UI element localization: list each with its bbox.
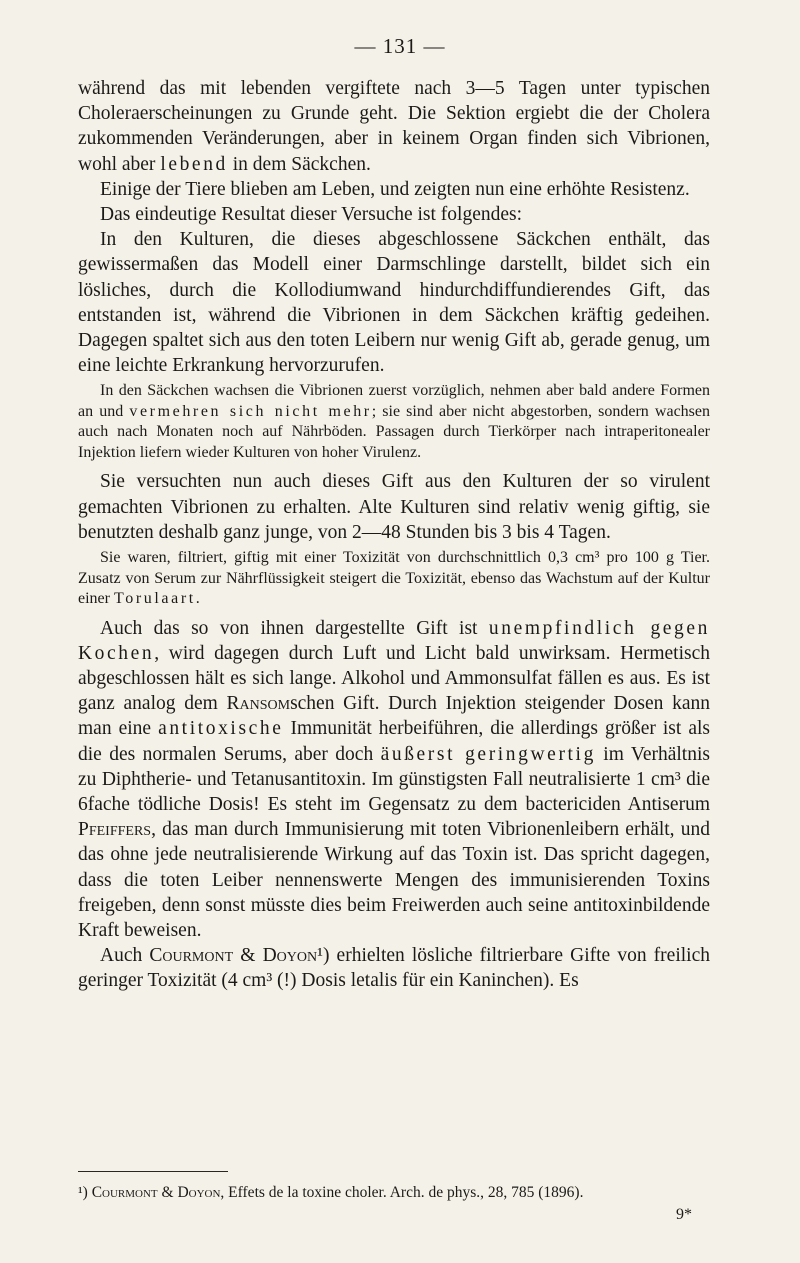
paragraph — [78, 202, 710, 227]
paragraph — [78, 177, 710, 202]
text-segment: Einige der Tiere blieben am Leben, und zeigten nun eine erhöhte Resistenz. — [100, 178, 690, 200]
text-segment: im Verhältnis zu Diphtherie- und Tetanusantitoxin. Im günstigsten Fall neutralisierte 1 cm³ die 6fache tödliche Dosis! Es steht im Gegensatz zu dem bactericiden Antiserum — [78, 743, 710, 815]
paragraph — [78, 943, 710, 993]
body-text — [78, 76, 710, 994]
footnote-marker: ¹) — [78, 1184, 88, 1201]
text-segment: Courmont — [149, 945, 234, 967]
text-segment: Doyon — [262, 945, 318, 967]
text-segment: , das man durch Immunisierung mit toten Vibrionenleibern erhält, und das ohne jede neutralisierende Wirkung auf das Toxin ist. Das spricht dagegen, dass die toten Leiber nennenswerte Mengen des immunisierenden Toxins freigeben, denn sonst müsste dies beim Freiwerden auch seine antitoxinbildende Kraft beweisen. — [78, 819, 710, 941]
text-segment: Auch — [100, 945, 150, 967]
signature-mark: 9* — [676, 1206, 692, 1223]
text-segment: Sie versuchten nun auch dieses Gift aus den Kulturen der so virulent gemachten Vibrionen zu erhalten. Alte Kulturen sind relativ wenig giftig, sie benutzten deshalb ganz junge, von 2—48 Stunden bis 3 bis 4 Tagen. — [78, 471, 710, 543]
text-segment: ¹) erhielten lösliche filtrierbare Gifte von freilich geringer Toxizität (4 cm³ (!) Dosis letalis für ein Kaninchen). Es — [78, 945, 710, 992]
small-print-paragraph — [78, 548, 710, 610]
paragraph — [78, 76, 710, 177]
text-segment: Sie waren, filtriert, giftig mit einer Toxizität von durchschnittlich 0,3 cm³ pro 100 g Tier. Zusatz von Serum zur Nährflüssigkeit steigert die Toxizität, ebenso das Wachstum auf der Kultur einer — [78, 549, 710, 608]
text-segment: in dem Säckchen. — [227, 153, 371, 175]
paragraph — [78, 616, 710, 944]
footnote-authors: Courmont & Doyon — [91, 1184, 221, 1201]
text-segment: während das mit lebenden vergiftete nach 3—5 Tagen unter typischen Choleraerscheinungen zu Grunde geht. Die Sektion ergiebt die der Cholera zukommenden Veränderungen, aber in keinem Organ finden sich Vibrionen, wohl aber — [78, 78, 710, 175]
text-segment: Immunität herbeiführen, die allerdings größer ist als die des normalen Serums, aber doch — [78, 718, 710, 765]
text-segment: In den Säckchen wachsen die Vibrionen zuerst vorzüglich, nehmen aber bald andere Formen an und — [78, 382, 710, 420]
paragraph — [78, 469, 710, 545]
text-segment: Pfeiffers — [78, 819, 152, 841]
text-segment: . — [195, 590, 200, 608]
page-number: — 131 — — [354, 34, 446, 58]
text-segment: antitoxische — [158, 718, 284, 740]
text-segment: vermehren sich nicht mehr — [129, 402, 372, 420]
text-segment: lebend — [160, 153, 228, 175]
small-print-paragraph — [78, 381, 710, 463]
footnote — [78, 1183, 710, 1203]
footnote-rule — [78, 1171, 228, 1172]
text-segment: Das eindeutige Resultat dieser Versuche ist folgendes: — [100, 204, 523, 226]
text-segment: In den Kulturen, die dieses abgeschlossene Säckchen enthält, das gewissermaßen das Modell einer Darmschlinge darstellt, bildet sich ein lösliches, durch die Kollodiumwand hindurchdiffundierendes Gift, das entstanden ist, während die Vibrionen in dem Säckchen kräftig gedeihen. Dagegen spaltet sich aus den toten Leibern nur wenig Gift ab, gerade genug, um eine leichte Erkrankung hervorzurufen. — [78, 229, 710, 377]
paragraph — [78, 227, 710, 378]
text-segment: , wird dagegen durch Luft und Licht bald unwirksam. Hermetisch abgeschlossen hält es sich lange. Alkohol und Ammonsulfat fällen es aus. Es ist ganz analog dem — [78, 642, 710, 715]
text-segment: & — [233, 945, 263, 967]
text-segment: Ransom — [226, 693, 291, 715]
text-segment: schen Gift. Durch Injektion steigender Dosen kann man eine — [78, 693, 710, 740]
text-segment: äußerst geringwertig — [380, 743, 596, 765]
text-segment: Torulaart — [113, 590, 196, 608]
text-segment: unempfindlich gegen Kochen — [78, 617, 710, 664]
text-segment: ; sie sind aber nicht abgestorben, sondern wachsen auch nach Monaten noch auf Nährböden. Passagen durch Tierkörper nach intraperitonealer Injektion liefern wieder Kulturen von hoher Virulenz. — [78, 402, 710, 461]
footnote-reference: , Effets de la toxine choler. Arch. de phys., 28, 785 (1896). — [220, 1184, 584, 1201]
text-segment: Auch das so von ihnen dargestellte Gift ist — [100, 617, 489, 639]
